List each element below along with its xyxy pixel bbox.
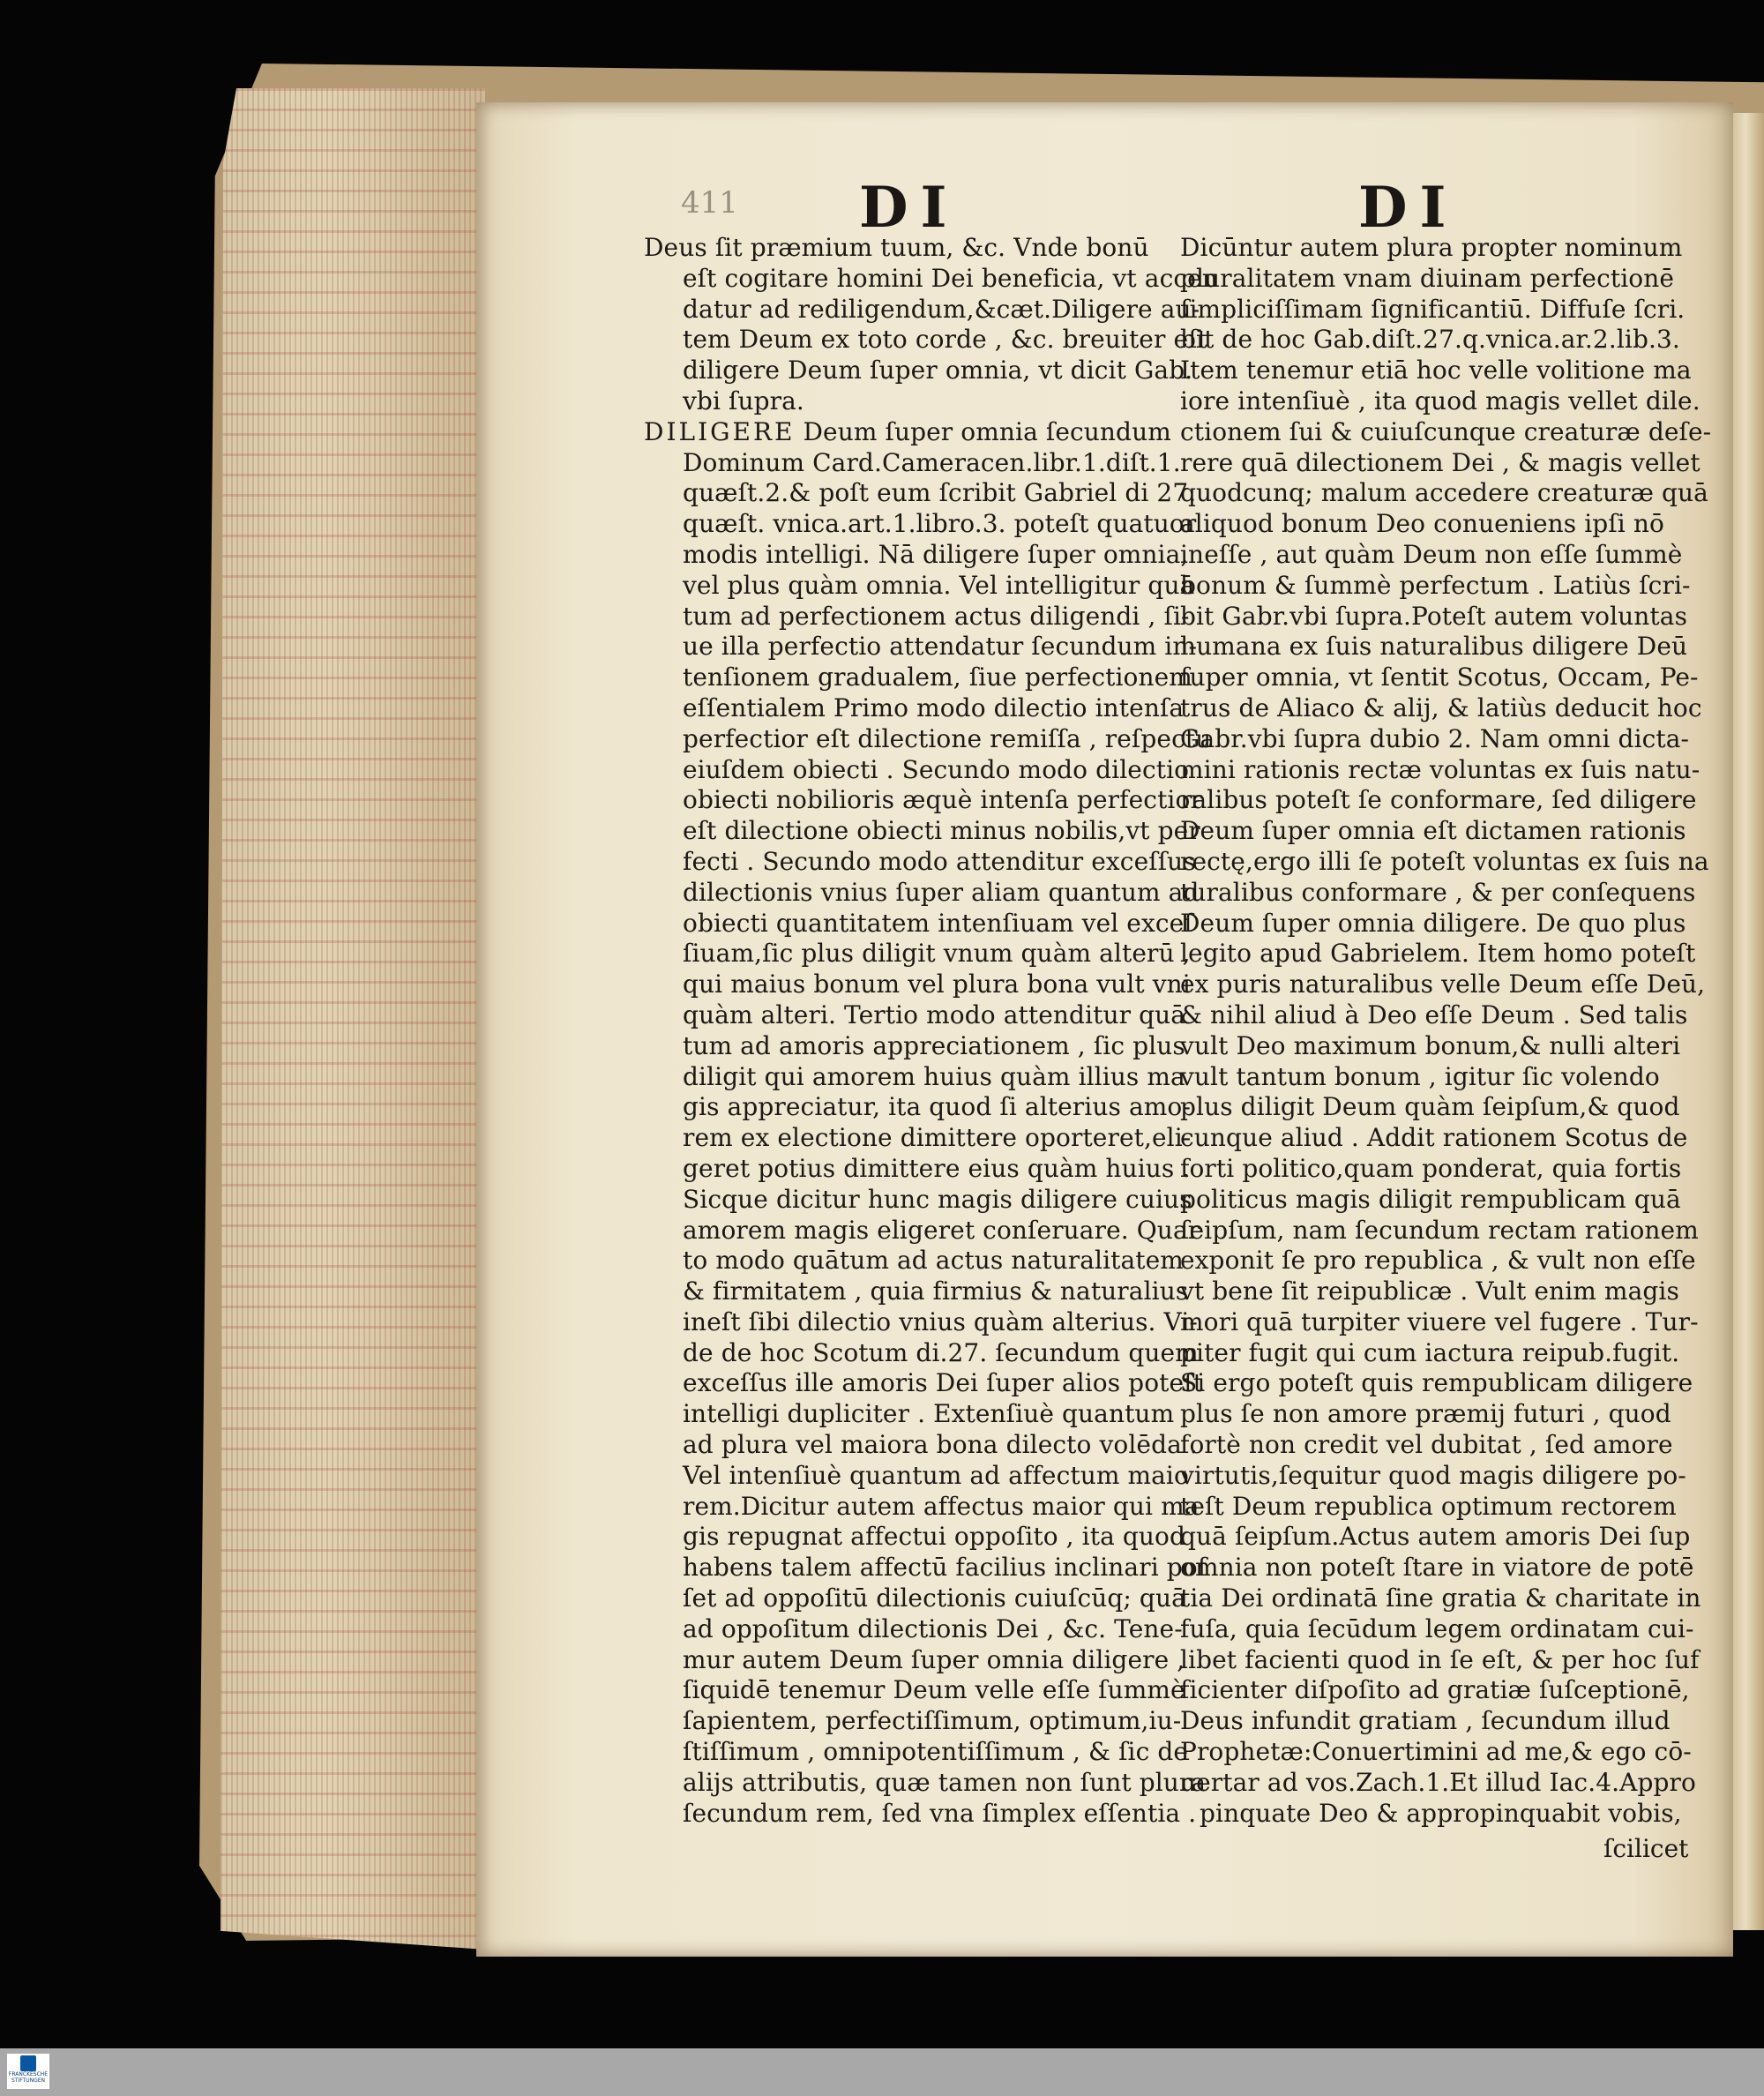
text-line: vbi ſupra.: [683, 386, 804, 415]
text-line: ad plura vel maiora bona dilecto volēda .: [683, 1430, 1198, 1460]
text-line: mini rationis rectæ voluntas ex ſuis natu-: [1180, 754, 1700, 784]
text-line: eſt cogitare homini Dei beneficia, vt accen: [683, 263, 1218, 293]
text-line: eſſentialem Primo modo dilectio intenſa: [683, 692, 1185, 722]
text-line: ineſſe , aut quàm Deum non eſſe ſummè: [1180, 539, 1683, 569]
text-line: quæſt.2.& poſt eum ſcribit Gabriel di 27.: [683, 478, 1197, 508]
page-edges: [220, 88, 485, 1950]
right-text-column: [1180, 233, 1764, 1829]
lemma-heading: DILIGERE: [644, 416, 796, 446]
text-line: Prophetæ:Conuertimini ad me,& ego cō-: [1180, 1737, 1692, 1767]
text-line: Sicque dicitur hunc magis diligere cuius: [683, 1184, 1192, 1214]
text-line: ue illa perfectio attendatur ſecundum in-: [683, 632, 1198, 662]
text-line: ctionem ſui & cuiuſcunque creaturæ deſe-: [1180, 416, 1712, 446]
text-line: Deus infundit gratiam , ſecundum illud: [1180, 1706, 1671, 1736]
text-line: Deus ſit præmium tuum, &c. Vnde bonū: [644, 233, 1149, 262]
text-line: politicus magis diligit rempublicam quā: [1180, 1184, 1681, 1214]
text-line: omnia non poteſt ſtare in viatore de potē: [1180, 1553, 1694, 1583]
text-line: modis intelligi. Nā diligere ſuper omnia,: [683, 539, 1189, 569]
text-line: datur ad rediligendum,&cæt.Diligere au-: [683, 294, 1200, 324]
text-line: ex puris naturalibus velle Deum eſſe Deū,: [1180, 969, 1706, 999]
text-line: ralibus poteſt ſe conformare, ſed diligere: [1180, 785, 1697, 815]
text-line: to modo quātum ad actus naturalitatem: [683, 1246, 1184, 1276]
text-line: bit Gabr.vbi ſupra.Poteſt autem voluntas: [1180, 601, 1688, 631]
text-line: & nihil aliud à Deo eſſe Deum . Sed talis: [1180, 999, 1688, 1029]
text-line: ſuper omnia, vt ſentit Scotus, Occam, Pe-: [1180, 662, 1699, 692]
text-line: ſtiſſimum , omnipotentiſſimum , & ſic de: [683, 1737, 1189, 1767]
text-line: vult tantum bonum , igitur ſic volendo: [1180, 1061, 1660, 1091]
text-line: obiecti nobilioris æquè intenſa perfectior: [683, 785, 1202, 815]
text-line: ſecundum rem, ſed vna ſimplex eſſentia .: [683, 1798, 1197, 1828]
text-line: ſimpliciſſimam ſignificantiū. Diffuſe ſcri.: [1180, 294, 1686, 324]
text-line: intelligi dupliciter . Extenſiuè quantum: [683, 1399, 1175, 1429]
left-text-column: [644, 233, 1228, 1829]
text-line: piter fugit qui cum iactura reipub.fugit.: [1180, 1337, 1680, 1367]
text-line: tenſionem gradualem, ſiue perfectionem: [683, 662, 1192, 692]
text-line: tia Dei ordinatā ſine gratia & charitate in: [1180, 1583, 1701, 1613]
text-line: de de hoc Scotum di.27. ſecundum quem: [683, 1337, 1199, 1367]
text-line: legito apud Gabrielem. Item homo poteſt: [1180, 939, 1696, 969]
text-line: vel plus quàm omnia. Vel intelligitur quā: [683, 570, 1195, 600]
text-line: quàm alteri. Tertio modo attenditur quā: [683, 999, 1186, 1029]
viewer-footer-bar: [0, 2048, 1764, 2096]
text-line: quæſt. vnica.art.1.libro.3. poteſt quatuor: [683, 509, 1197, 539]
catchword: ſcilicet: [1603, 1834, 1689, 1863]
text-line: quodcunq; malum accedere creaturæ quā: [1180, 478, 1708, 508]
text-line: cunque aliud . Addit rationem Scotus de: [1180, 1123, 1688, 1153]
text-line: humana ex ſuis naturalibus diligere Deū: [1180, 632, 1688, 662]
text-line: eſt dilectione obiecti minus nobilis,vt per: [683, 816, 1200, 846]
text-line: pinquate Deo & appropinquabit vobis,: [1200, 1798, 1682, 1828]
text-line: eiuſdem obiecti . Secundo modo dilectio: [683, 754, 1190, 784]
text-line: ineſt ſibi dilectio vnius quàm alterius. Vi-: [683, 1306, 1198, 1336]
text-line: exceſſus ille amoris Dei ſuper alios poteſt: [683, 1368, 1203, 1398]
text-line: tum ad amoris appreciationem , ſic plus: [683, 1030, 1185, 1060]
text-line: ſapientem, perfectiſſimum, optimum,iu-: [683, 1706, 1182, 1736]
text-line: aliquod bonum Deo conueniens ipſi nō: [1180, 509, 1664, 539]
text-line: bit de hoc Gab.diſt.27.q.vnica.ar.2.lib.3.: [1180, 325, 1680, 355]
text-line: fortè non credit vel dubitat , ſed amore: [1180, 1430, 1673, 1460]
text-line: turalibus conformare , & per conſequens: [1180, 877, 1696, 907]
folio-number: 411: [681, 185, 738, 221]
text-line: ſet ad oppoſitū dilectionis cuiuſcūq; quā: [683, 1583, 1186, 1613]
text-line: diligit qui amorem huius quàm illius ma: [683, 1061, 1185, 1091]
text-line: iore intenſiuè , ita quod magis vellet dile.: [1180, 386, 1700, 415]
library-logo-icon: [20, 2055, 36, 2071]
text-line: vult Deo maximum bonum,& nulli alteri: [1180, 1030, 1681, 1060]
library-logo[interactable]: [7, 2054, 49, 2089]
text-line: mur autem Deum ſuper omnia diligere ,: [683, 1644, 1185, 1674]
text-line: uertar ad vos.Zach.1.Et illud Iac.4.Appro: [1180, 1767, 1696, 1797]
text-line: mori quā turpiter viuere vel fugere . Tur-: [1180, 1306, 1699, 1336]
text-line: Item tenemur etiā hoc velle volitione ma: [1180, 356, 1692, 386]
text-line: virtutis,ſequitur quod magis diligere po-: [1180, 1460, 1686, 1490]
text-line: rem.Dicitur autem affectus maior qui ma: [683, 1491, 1200, 1521]
text-line: tem Deum ex toto corde , &c. breuiter eſt: [683, 325, 1207, 355]
text-line: ſiquidē tenemur Deum velle eſſe ſummè: [683, 1675, 1185, 1705]
text-line: rem ex electione dimittere oporteret,eli-: [683, 1123, 1192, 1153]
text-line: teſt Deum republica optimum rectorem: [1180, 1491, 1677, 1521]
text-line: forti politico,quam ponderat, quia fortis: [1180, 1153, 1682, 1183]
text-line: perfectior eſt dilectione remiſſa , reſpectu: [683, 723, 1212, 753]
text-line: ſeipſum, nam ſecundum rectam rationem: [1180, 1215, 1699, 1245]
text-line: libet facienti quod in ſe eſt, & per hoc ſuf: [1180, 1644, 1700, 1674]
text-line: pluralitatem vnam diuinam perfectionē: [1180, 263, 1675, 293]
text-line: gis appreciatur, ita quod ſi alterius amo-: [683, 1092, 1191, 1122]
text-line: ad oppoſitum dilectionis Dei , &c. Tene-: [683, 1613, 1183, 1643]
text-line: plus ſe non amore præmij futuri , quod: [1180, 1399, 1671, 1429]
text-line: Deum ſuper omnia eſt dictamen rationis: [1180, 816, 1686, 846]
library-logo-text: FRANCKESCHE STIFTUNGEN: [8, 2071, 49, 2084]
text-line: habens talem affectū facilius inclinari poſ: [683, 1553, 1207, 1583]
text-line: geret potius dimittere eius quàm huius .: [683, 1153, 1191, 1183]
text-line: Dominum Card.Cameracen.libr.1.diſt.1.: [683, 447, 1181, 477]
text-line: gis repugnat affectui oppoſito , ita quod: [683, 1522, 1186, 1552]
text-line: amorem magis eligeret conſeruare. Quar: [683, 1215, 1200, 1245]
text-line: & firmitatem , quia firmius & naturalius: [683, 1276, 1189, 1306]
text-line: qui maius bonum vel plura bona vult vni: [683, 969, 1191, 999]
text-line: quā ſeipſum.Actus autem amoris Dei ſup: [1180, 1522, 1691, 1552]
text-line: diligere Deum ſuper omnia, vt dicit Gab.: [683, 356, 1193, 386]
text-line: Dicūntur autem plura propter nominum: [1180, 233, 1683, 262]
text-line: exponit ſe pro republica , & vult non eſſe: [1180, 1246, 1696, 1276]
text-line: rere quā dilectionem Dei , & magis vellet: [1180, 447, 1700, 477]
text-line: Vel intenſiuè quantum ad affectum maio: [683, 1460, 1189, 1490]
text-line: fuſa, quia ſecūdum legem ordinatam cui-: [1180, 1613, 1694, 1643]
text-line: plus diligit Deum quàm ſeipſum,& quod: [1180, 1092, 1680, 1122]
running-head-left: DI: [859, 175, 960, 241]
text-line: Gabr.vbi ſupra dubio 2. Nam omni dicta-: [1180, 723, 1690, 753]
text-line: dilectionis vnius ſuper aliam quantum ad: [683, 877, 1200, 907]
text-line: rectę,ergo illi ſe poteſt voluntas ex ſuis na: [1180, 846, 1709, 876]
text-line: tum ad perfectionem actus diligendi , ſi-: [683, 601, 1190, 631]
running-head-right: DI: [1358, 175, 1459, 241]
text-line: ſiuam,ſic plus diligit vnum quàm alterū ,: [683, 939, 1191, 969]
text-line: ficienter diſpoſito ad gratiæ ſuſceptionē,: [1180, 1675, 1690, 1705]
text-line: fecti . Secundo modo attenditur exceſſus: [683, 846, 1196, 876]
text-line: Si ergo poteſt quis rempublicam diligere: [1180, 1368, 1693, 1398]
text-line: DILIGERE Deum ſuper omnia ſecundum: [644, 416, 1171, 446]
text-line: alijs attributis, quæ tamen non ſunt plura: [683, 1767, 1207, 1797]
text-line: vt bene ſit reipublicæ . Vult enim magis: [1180, 1276, 1679, 1306]
text-line: trus de Aliaco & alij, & latiùs deducit hoc: [1180, 692, 1702, 722]
text-line: bonum & ſummè perfectum . Latiùs ſcri-: [1180, 570, 1691, 600]
text-line: Deum ſuper omnia diligere. De quo plus: [1180, 908, 1686, 938]
text-line: obiecti quantitatem intenſiuam vel exceſ: [683, 908, 1193, 938]
